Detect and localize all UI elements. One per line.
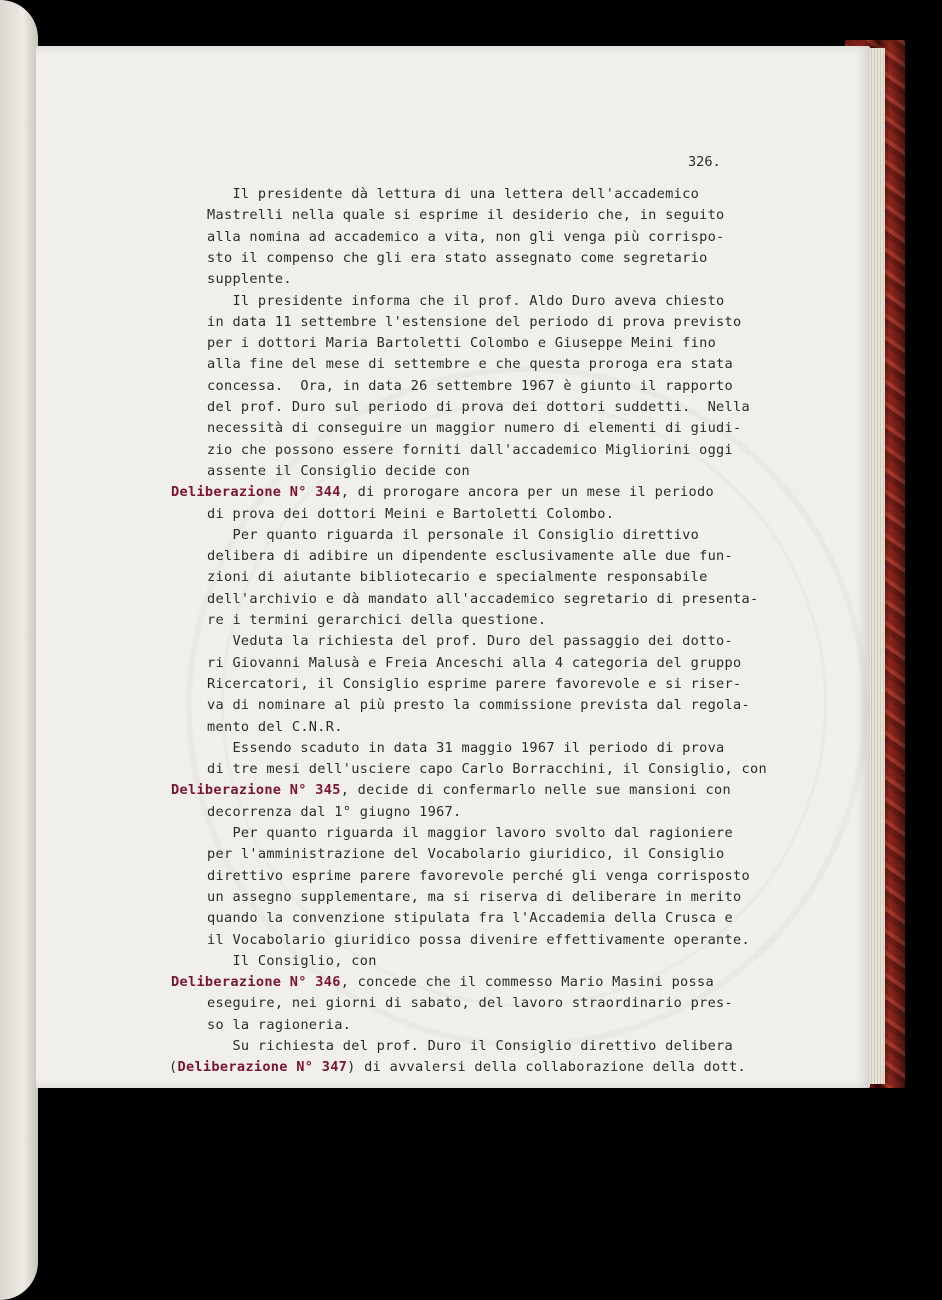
text-line: un assegno supplementare, ma si riserva di deliberare in merito xyxy=(207,888,742,905)
text-line: va di nominare al più presto la commissione prevista dal regola- xyxy=(207,697,750,714)
text-line: Su richiesta del prof. Duro il Consiglio direttivo delibera xyxy=(207,1038,734,1054)
text-line: eseguire, nei giorni di sabato, del lavoro straordinario pres- xyxy=(207,995,734,1012)
deliberation-line: Deliberazione N° 344, di prorogare ancora per un mese il periodo xyxy=(171,484,714,501)
text-line: Per quanto riguarda il maggior lavoro svolto dal ragioniere xyxy=(207,825,734,841)
text-line: di prova dei dottori Meini e Bartoletti Colombo. xyxy=(207,505,615,522)
text-line: assente il Consiglio decide con xyxy=(207,462,471,479)
text-line: Per quanto riguarda il personale il Consiglio direttivo xyxy=(207,526,700,543)
text-line: delibera di adibire un dipendente esclusivamente alle due fun- xyxy=(207,548,734,565)
deliberation-line: Deliberazione N° 345, decide di confermarlo nelle sue mansioni con xyxy=(171,782,731,799)
text-line: decorrenza dal 1° giugno 1967. xyxy=(207,803,462,820)
text-line: zio che possono essere forniti dall'accademico Migliorini oggi xyxy=(207,441,734,458)
text-line: Essendo scaduto in data 31 maggio 1967 il periodo di prova xyxy=(207,739,725,756)
text-line: il Vocabolario giuridico possa divenire effettivamente operante. xyxy=(207,931,750,948)
text-line: mento del C.N.R. xyxy=(207,718,343,735)
text-line: Il presidente dà lettura di una lettera dell'accademico xyxy=(207,186,700,202)
deliberation-number: Deliberazione N° 347 xyxy=(177,1059,348,1076)
text-line: Il Consiglio, con xyxy=(207,952,377,969)
text-line: so la ragioneria. xyxy=(207,1016,352,1033)
deliberation-line: Deliberazione N° 346, concede che il commesso Mario Masini possa xyxy=(171,974,714,991)
text-line: supplente. xyxy=(207,271,292,288)
text-line: in data 11 settembre l'estensione del periodo di prova previsto xyxy=(207,313,742,330)
page-number: 326. xyxy=(688,154,721,170)
text-line: Mastrelli nella quale si esprime il desiderio che, in seguito xyxy=(207,207,725,224)
text-line: re i termini gerarchici della questione. xyxy=(207,612,547,628)
text-line: zioni di aiutante bibliotecario e specialmente responsabile xyxy=(207,569,708,586)
text-line: sto il compenso che gli era stato assegnato come segretario xyxy=(207,249,708,266)
text-line: Ricercatori, il Consiglio esprime parere favorevole e si riser- xyxy=(207,675,742,692)
deliberation-number: Deliberazione N° 344 xyxy=(171,484,341,501)
text-line: Veduta la richiesta del prof. Duro del passaggio dei dotto- xyxy=(207,633,734,650)
text-line: direttivo esprime parere favorevole perché gli venga corrisposto xyxy=(207,867,750,884)
text-line: quando la convenzione stipulata fra l'Accademia della Crusca e xyxy=(207,910,734,927)
text-line: concessa. Ora, in data 26 settembre 1967 è giunto il rapporto xyxy=(207,377,734,394)
text-line: di tre mesi dell'usciere capo Carlo Borracchini, il Consiglio, con xyxy=(207,761,767,778)
text-line: alla nomina ad accademico a vita, non gli venga più corrispo- xyxy=(207,228,725,245)
text-line: per l'amministrazione del Vocabolario giuridico, il Consiglio xyxy=(207,846,725,863)
text-line: dell'archivio e dà mandato all'accademico segretario di presenta- xyxy=(207,590,759,607)
text-line: del prof. Duro sul periodo di prova dei dottori suddetti. Nella xyxy=(207,399,750,415)
text-line: per i dottori Maria Bartoletti Colombo e Giuseppe Meini fino xyxy=(207,335,717,352)
deliberation-line: (Deliberazione N° 347) di avvalersi della collaborazione della dott. xyxy=(169,1059,746,1076)
text-line: alla fine del mese di settembre e che questa proroga era stata xyxy=(207,356,734,373)
text-line: Il presidente informa che il prof. Aldo Duro aveva chiesto xyxy=(207,292,725,309)
deliberation-number: Deliberazione N° 346 xyxy=(171,974,341,991)
text-line: ri Giovanni Malusà e Freia Anceschi alla 4 categoria del gruppo xyxy=(207,654,742,671)
left-page-curl xyxy=(0,0,38,1300)
deliberation-number: Deliberazione N° 345 xyxy=(171,782,341,799)
text-line: necessità di conseguire un maggior numero di elementi di giudi- xyxy=(207,420,742,437)
